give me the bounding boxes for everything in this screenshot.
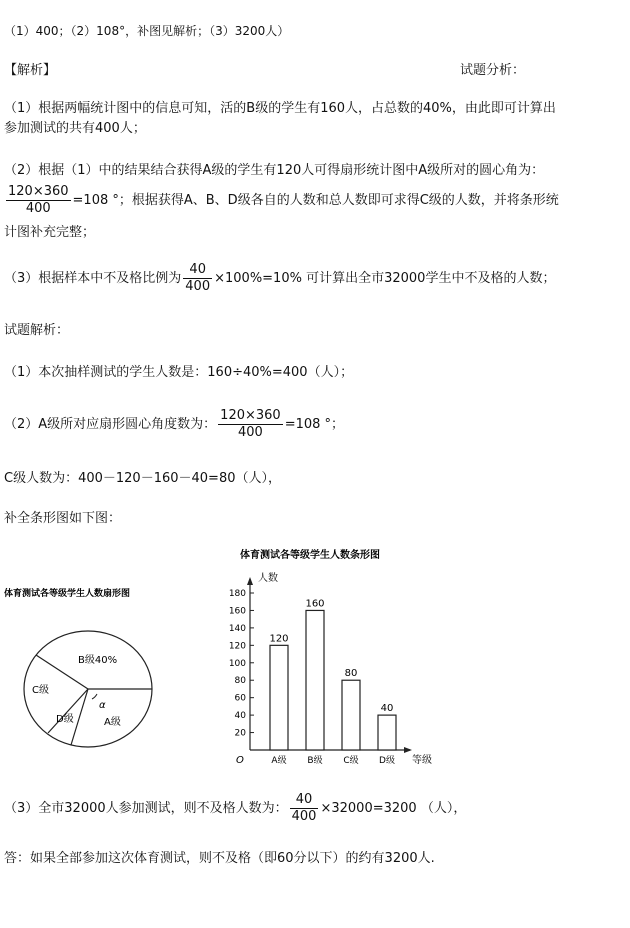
analysis-label: 【解析】 [4,63,57,78]
bar [342,680,360,750]
fraction-numerator: 40 [183,262,212,279]
analysis-p2-after: =108 °；根据获得A、B、D级各自的人数和总人数即可求得C级的人数，并将条形统 [72,193,559,208]
x-tick-label: D级 [379,756,395,766]
pie-divider-c-d [48,689,88,733]
pie-chart [0,580,200,760]
analysis-subheading: 试题分析： [460,63,526,78]
x-axis-label: 等级 [412,755,432,766]
y-axis-arrow [247,577,253,585]
x-tick-label: B级 [307,756,323,766]
solution-step1: （1）本次抽样测试的学生人数是：160÷40%=400（人）； [4,365,354,380]
bar-chart [210,545,450,775]
solution-step2-before: （2）A级所对应扇形圆心角度数为： [4,417,217,432]
final-answer: 答：如果全部参加这次体育测试，则不及格（即60分以下）的约有3200人. [4,851,435,866]
solution-step5-after: ×32000=3200 （人）， [320,801,467,816]
pie-label-d: D级 [56,714,74,725]
origin-label: O [236,755,244,766]
analysis-p2-line2 [4,184,559,217]
bar-value-label: 160 [305,598,325,610]
fraction [218,408,283,441]
y-axis-label: 人数 [258,573,278,584]
bar-value-label: 40 [380,703,394,715]
pie-alpha: α [99,700,106,711]
solution-step5-before: （3）全市32000人参加测试，则不及格人数为： [4,801,288,816]
y-tick-label: 120 [228,641,246,652]
solution-step3: C级人数为：400－120－160－40=80（人）， [4,471,281,486]
y-tick-label: 180 [228,589,246,599]
pie-title: 体育测试各等级学生人数扇形图 [4,589,131,599]
x-axis-arrow [404,747,412,753]
answers-line: （1）400；（2）108°，补图见解析；（3）3200人） [4,24,290,38]
solution-step5 [4,792,466,825]
analysis-p2-line1: （2）根据（1）中的结果结合获得A级的学生有120人可得扇形统计图中A级所对的圆心角为： [4,163,545,178]
analysis-p1-line2: 参加测试的共有400人； [4,121,146,136]
bar [270,645,288,750]
solution-step4: 补全条形图如下图： [4,511,122,526]
pie-label-c: C级 [32,685,49,696]
solution-label: 试题解析： [4,323,70,338]
pie-angle-arc [92,694,97,699]
bar-chart-title: 体育测试各等级学生人数条形图 [240,550,380,561]
fraction [183,262,212,295]
fraction [6,184,71,217]
x-tick-label: A级 [271,756,287,766]
fraction-numerator: 40 [290,792,319,809]
x-tick-label: C级 [343,756,359,766]
analysis-p3-after: ×100%=10% 可计算出全市32000学生中不及格的人数； [214,271,556,286]
bar-value-label: 80 [344,668,358,680]
y-tick-label: 160 [228,606,246,617]
fraction-numerator: 120×360 [8,184,69,199]
pie-label-b: B级40% [78,655,118,666]
analysis-p3-before: （3）根据样本中不及格比例为 [4,271,182,286]
bar [306,610,324,750]
pie-label-a: A级 [104,717,121,728]
solution-step2 [4,408,344,441]
fraction-denominator: 400 [291,809,317,824]
solution-step2-after: =108 °； [284,417,345,432]
fraction-denominator: 400 [238,425,263,440]
bar-layer [229,577,412,766]
analysis-p2-line3: 计图补充完整； [4,225,96,240]
y-tick-label: 40 [234,711,246,722]
y-tick-label: 20 [234,728,246,739]
bar [378,715,396,750]
analysis-p3 [4,262,555,295]
y-tick-label: 80 [234,676,246,687]
analysis-p1-line1: （1）根据两幅统计图中的信息可知，活的B级的学生有160人，占总数的40%，由此即可计算出 [4,101,556,116]
y-tick-label: 60 [234,693,246,704]
bar-value-label: 120 [269,633,289,645]
y-tick-label: 100 [228,658,246,669]
fraction-numerator: 120×360 [220,408,281,423]
fraction [290,792,319,825]
y-tick-label: 140 [228,623,246,634]
fraction-denominator: 400 [185,279,211,294]
fraction-denominator: 400 [25,201,51,216]
